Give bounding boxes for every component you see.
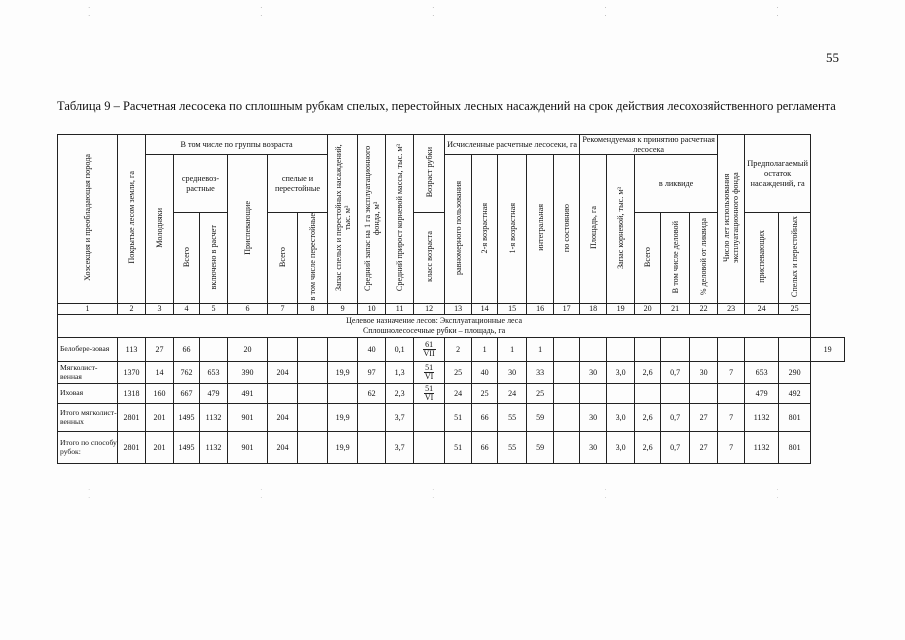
column-number: 4 bbox=[174, 304, 200, 315]
table-row bbox=[58, 338, 845, 362]
table-cell: 7 bbox=[718, 432, 745, 464]
table-cell bbox=[718, 384, 745, 404]
table-cell: 30 bbox=[690, 362, 718, 384]
section-line-1: Целевое назначение лесов: Эксплуатационные леса bbox=[346, 316, 523, 325]
table-body bbox=[58, 338, 845, 464]
table-cell: 1318 bbox=[118, 384, 146, 404]
fraction-denominator: VI bbox=[424, 392, 434, 402]
table-cell bbox=[328, 338, 358, 362]
header-by-condition: по состоянию bbox=[554, 155, 580, 304]
table-cell: 19,9 bbox=[328, 404, 358, 432]
row-name: Белобере-зовая bbox=[58, 338, 118, 362]
table-cell: 390 bbox=[228, 362, 268, 384]
header-age-class: класс возраста bbox=[414, 213, 445, 304]
page-number: 55 bbox=[826, 50, 839, 65]
table-caption: Таблица 9 – Расчетная лесосека по сплошным рубкам спелых, перестойных лесных насаждений на срок действия лесохозяйственного регламента bbox=[57, 99, 836, 113]
age-fraction bbox=[423, 341, 436, 358]
table-cell: 66 bbox=[472, 432, 498, 464]
table-cell: 0,7 bbox=[661, 362, 690, 384]
table-cell bbox=[414, 384, 445, 404]
table-cell: 55 bbox=[498, 404, 527, 432]
table-cell bbox=[414, 338, 445, 362]
table-cell bbox=[607, 384, 635, 404]
table-cell bbox=[200, 338, 228, 362]
table-cell: 1370 bbox=[118, 362, 146, 384]
table-cell: 1 bbox=[527, 338, 554, 362]
table-cell: 40 bbox=[472, 362, 498, 384]
scan-dots-top: · · · · · · · · · · bbox=[88, 4, 863, 20]
table-cell: 2801 bbox=[118, 432, 146, 464]
table-row bbox=[58, 432, 845, 464]
table-cell bbox=[580, 338, 607, 362]
table-cell: 2,6 bbox=[635, 362, 661, 384]
table-cell bbox=[298, 404, 328, 432]
header-ripe-over: в том числе перестойные bbox=[298, 213, 328, 304]
table-cell: 19,9 bbox=[328, 362, 358, 384]
header-recommended: Рекомендуемая к принятию расчетная лесосека bbox=[580, 135, 718, 155]
table-cell: 1495 bbox=[174, 432, 200, 464]
header-liquid: в ликвиде bbox=[635, 155, 718, 213]
table-cell: 0,1 bbox=[386, 338, 414, 362]
column-number: 16 bbox=[527, 304, 554, 315]
table-cell: 40 bbox=[358, 338, 386, 362]
table-cell: 653 bbox=[745, 362, 779, 384]
column-number: 9 bbox=[328, 304, 358, 315]
fraction-numerator: 51 bbox=[425, 362, 434, 372]
header-middle: средневоз-растные bbox=[174, 155, 228, 213]
header-young: Молодняки bbox=[146, 155, 174, 304]
header-liquid-total: Всего bbox=[635, 213, 661, 304]
table-cell bbox=[607, 338, 635, 362]
header-root-stock: Запас корневой, тыс. м³ bbox=[607, 155, 635, 304]
column-number: 22 bbox=[690, 304, 718, 315]
header-middle-total: Всего bbox=[174, 213, 200, 304]
column-numbers-row bbox=[58, 304, 845, 315]
table-cell: 1132 bbox=[745, 432, 779, 464]
table-cell: 3,7 bbox=[386, 432, 414, 464]
scan-dots-bottom: · · · · · · · · · · bbox=[88, 486, 863, 502]
column-number: 18 bbox=[580, 304, 607, 315]
table-cell bbox=[414, 432, 445, 464]
table-cell: 0,7 bbox=[661, 432, 690, 464]
table-cell: 204 bbox=[268, 362, 298, 384]
table-cell bbox=[690, 338, 718, 362]
table-cell: 1 bbox=[498, 338, 527, 362]
column-number: 17 bbox=[554, 304, 580, 315]
table-cell: 25 bbox=[472, 384, 498, 404]
table-cell: 201 bbox=[146, 404, 174, 432]
table-cell: 2,3 bbox=[386, 384, 414, 404]
header-avg-growth: Средний прирост корневой массы, тыс. м³ bbox=[386, 135, 414, 304]
column-number: 15 bbox=[498, 304, 527, 315]
table-cell: 1,3 bbox=[386, 362, 414, 384]
table-cell bbox=[298, 338, 328, 362]
table-cell: 62 bbox=[358, 384, 386, 404]
header-years-use: Число лет использования эксплуатационного фонда bbox=[718, 135, 745, 304]
table-cell: 201 bbox=[146, 432, 174, 464]
header-integral: интегральная bbox=[527, 155, 554, 304]
fraction-numerator: 51 bbox=[425, 383, 434, 393]
column-number: 11 bbox=[386, 304, 414, 315]
fraction-numerator: 61 bbox=[423, 341, 436, 350]
table-cell bbox=[358, 432, 386, 464]
table-cell: 7 bbox=[718, 362, 745, 384]
table-cell: 2 bbox=[445, 338, 472, 362]
table-cell: 25 bbox=[527, 384, 554, 404]
table-cell: 2,6 bbox=[635, 432, 661, 464]
table-cell: 66 bbox=[472, 404, 498, 432]
table-cell bbox=[635, 338, 661, 362]
table-cell: 1132 bbox=[200, 432, 228, 464]
age-fraction bbox=[424, 364, 434, 381]
table-cell: 24 bbox=[498, 384, 527, 404]
table-cell: 1 bbox=[472, 338, 498, 362]
table-cell bbox=[661, 338, 690, 362]
table-cell: 3,0 bbox=[607, 362, 635, 384]
table-cell: 3,0 bbox=[607, 404, 635, 432]
table-cell: 2,6 bbox=[635, 404, 661, 432]
table-cell: 204 bbox=[268, 432, 298, 464]
header-avg-stock: Средний запас на 1 га эксплуатационного фонда, м³ bbox=[358, 135, 386, 304]
age-fraction bbox=[424, 385, 434, 402]
header-area: Площадь, га bbox=[580, 155, 607, 304]
table-cell bbox=[635, 384, 661, 404]
header-farm: Хозсекция и преобладающая порода bbox=[58, 135, 118, 304]
header-calc-group: Исчисленные расчетные лесосеки, га bbox=[445, 135, 580, 155]
table-cell: 27 bbox=[690, 404, 718, 432]
header-pre-ripe: Приспевающие bbox=[228, 155, 268, 304]
table-cell: 33 bbox=[527, 362, 554, 384]
table-cell: 3,7 bbox=[386, 404, 414, 432]
header-liquid-business: В том числе деловой bbox=[661, 213, 690, 304]
column-number: 20 bbox=[635, 304, 661, 315]
column-number: 12 bbox=[414, 304, 445, 315]
table-cell bbox=[414, 362, 445, 384]
table-cell: 30 bbox=[580, 404, 607, 432]
table-cell: 19,9 bbox=[328, 432, 358, 464]
table-cell: 14 bbox=[146, 362, 174, 384]
table-cell bbox=[745, 338, 779, 362]
header-ripe: спелые и перестойные bbox=[268, 155, 328, 213]
table-cell bbox=[358, 404, 386, 432]
table-cell: 24 bbox=[445, 384, 472, 404]
column-number: 8 bbox=[298, 304, 328, 315]
table-cell: 25 bbox=[445, 362, 472, 384]
table-cell: 27 bbox=[146, 338, 174, 362]
header-uniform: равномерного пользования bbox=[445, 155, 472, 304]
table-cell: 492 bbox=[779, 384, 811, 404]
table-cell bbox=[779, 338, 811, 362]
section-row bbox=[58, 315, 845, 338]
section-cell bbox=[58, 315, 811, 338]
table-cell: 667 bbox=[174, 384, 200, 404]
table-row bbox=[58, 404, 845, 432]
table-cell: 491 bbox=[228, 384, 268, 404]
table-cell bbox=[718, 338, 745, 362]
table-cell: 901 bbox=[228, 432, 268, 464]
column-number: 1 bbox=[58, 304, 118, 315]
table-cell: 3,0 bbox=[607, 432, 635, 464]
table-cell: 901 bbox=[228, 404, 268, 432]
table-cell: 30 bbox=[498, 362, 527, 384]
column-number: 23 bbox=[718, 304, 745, 315]
table-cell: 653 bbox=[200, 362, 228, 384]
table-cell bbox=[298, 384, 328, 404]
table-cell: 59 bbox=[527, 404, 554, 432]
header-liquid-pct: % деловой от ликвида bbox=[690, 213, 718, 304]
table-cell: 51 bbox=[445, 432, 472, 464]
column-number: 13 bbox=[445, 304, 472, 315]
header-by-age: В том числе по группы возраста bbox=[146, 135, 328, 155]
table-cell: 801 bbox=[779, 404, 811, 432]
fraction-denominator: VII bbox=[423, 348, 435, 358]
table-cell: 479 bbox=[745, 384, 779, 404]
table-cell bbox=[328, 384, 358, 404]
column-number: 14 bbox=[472, 304, 498, 315]
table-cell: 290 bbox=[779, 362, 811, 384]
header-covered: Покрытые лесом земли, га bbox=[118, 135, 146, 304]
table-cell bbox=[268, 384, 298, 404]
table-cell bbox=[268, 338, 298, 362]
column-number: 21 bbox=[661, 304, 690, 315]
column-number: 25 bbox=[779, 304, 811, 315]
table-cell bbox=[580, 384, 607, 404]
table-cell: 113 bbox=[118, 338, 146, 362]
forest-cutting-table bbox=[57, 134, 845, 464]
row-name: Итого по способу рубок: bbox=[58, 432, 118, 464]
table-cell: 97 bbox=[358, 362, 386, 384]
table-cell: 762 bbox=[174, 362, 200, 384]
section-line-2: Сплошнолесосечные рубки – площадь, га bbox=[362, 326, 506, 335]
table-cell bbox=[298, 432, 328, 464]
table-row bbox=[58, 384, 845, 404]
row-name: Итого мягколист-венных bbox=[58, 404, 118, 432]
table-cell bbox=[554, 362, 580, 384]
table-cell: 20 bbox=[228, 338, 268, 362]
column-number: 5 bbox=[200, 304, 228, 315]
header-rem-ripe: Спелых и перестойных bbox=[779, 213, 811, 304]
header-ripe-total: Всего bbox=[268, 213, 298, 304]
header-stock-ripe: Запас спелых и перестойных насаждений, тыс. м³ bbox=[328, 135, 358, 304]
header-age2: 2-я возрастная bbox=[472, 155, 498, 304]
header-middle-included: включено в расчет bbox=[200, 213, 228, 304]
table-cell bbox=[414, 404, 445, 432]
table-row bbox=[58, 362, 845, 384]
table-cell bbox=[554, 384, 580, 404]
table-cell bbox=[554, 432, 580, 464]
column-number: 7 bbox=[268, 304, 298, 315]
table-cell bbox=[554, 404, 580, 432]
column-number: 19 bbox=[607, 304, 635, 315]
column-number: 6 bbox=[228, 304, 268, 315]
table-cell: 1495 bbox=[174, 404, 200, 432]
table-cell: 19 bbox=[811, 338, 845, 362]
table-cell: 479 bbox=[200, 384, 228, 404]
table-cell: 59 bbox=[527, 432, 554, 464]
table-cell: 160 bbox=[146, 384, 174, 404]
table-cell: 30 bbox=[580, 432, 607, 464]
table-cell: 51 bbox=[445, 404, 472, 432]
table-cell: 27 bbox=[690, 432, 718, 464]
header-rem-pre-ripe: приспевающих bbox=[745, 213, 779, 304]
column-number: 2 bbox=[118, 304, 146, 315]
header-remaining: Предполагаемый остаток насаждений, га bbox=[745, 135, 811, 213]
table-cell: 66 bbox=[174, 338, 200, 362]
header-age1: 1-я возрастная bbox=[498, 155, 527, 304]
table-cell bbox=[661, 384, 690, 404]
header-cutting-age: Возраст рубки bbox=[414, 135, 445, 213]
row-name: Мягколист-венная bbox=[58, 362, 118, 384]
row-name: Иховая bbox=[58, 384, 118, 404]
table-cell: 55 bbox=[498, 432, 527, 464]
table-cell: 0,7 bbox=[661, 404, 690, 432]
table-cell: 204 bbox=[268, 404, 298, 432]
table-cell: 1132 bbox=[200, 404, 228, 432]
column-number: 3 bbox=[146, 304, 174, 315]
table-cell bbox=[298, 362, 328, 384]
table-cell: 1132 bbox=[745, 404, 779, 432]
fraction-denominator: VI bbox=[424, 371, 434, 381]
table-cell: 801 bbox=[779, 432, 811, 464]
table-cell bbox=[690, 384, 718, 404]
table-cell bbox=[554, 338, 580, 362]
column-number: 10 bbox=[358, 304, 386, 315]
column-number: 24 bbox=[745, 304, 779, 315]
table-cell: 7 bbox=[718, 404, 745, 432]
table-cell: 30 bbox=[580, 362, 607, 384]
table-cell: 2801 bbox=[118, 404, 146, 432]
